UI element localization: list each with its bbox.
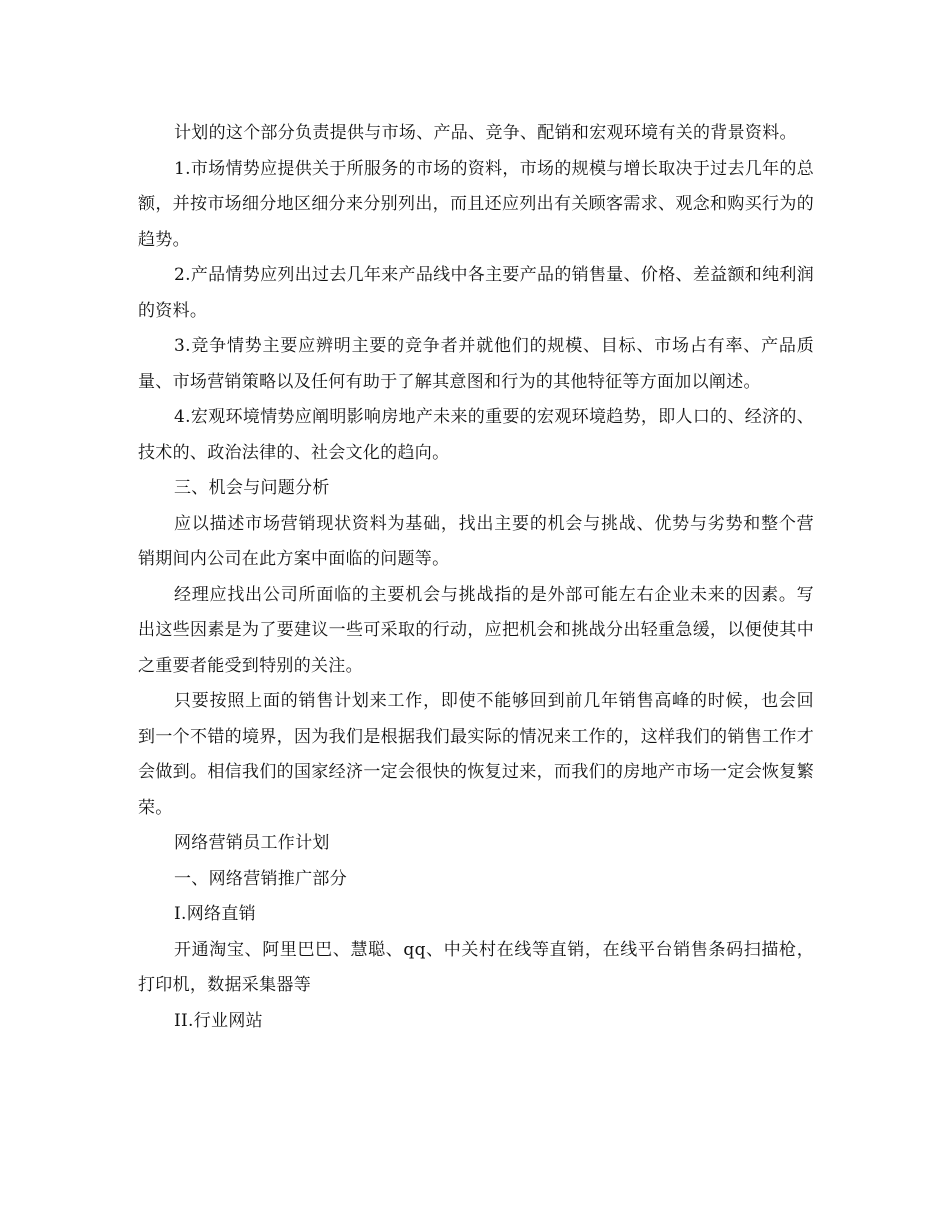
paragraph-product-situation: 2.产品情势应列出过去几年来产品线中各主要产品的销售量、价格、差益额和纯利润的资料。: [138, 265, 814, 321]
paragraph-background-intro: 计划的这个部分负责提供与市场、产品、竞争、配销和宏观环境有关的背景资料。: [174, 123, 797, 143]
paragraph-sales-plan-summary: 只要按照上面的销售计划来工作，即使不能够回到前几年销售高峰的时候，也会回到一个不错的境界，因为我们是根据我们最实际的情况来工作的，这样我们的销售工作才会做到。相信我们的国家经济一定会很快的恢复过来，而我们的房地产市场一定会恢复繁荣。: [138, 691, 814, 818]
section-heading-online-promotion: 一、网络营销推广部分: [174, 868, 347, 889]
document-body: [138, 116, 814, 1039]
paragraph-competition-situation: 3.竞争情势主要应辨明主要的竞争者并就他们的规模、目标、市场占有率、产品质量、市场营销策略以及任何有助于了解其意图和行为的其他特征等方面加以阐述。: [138, 336, 814, 392]
paragraph-manager-opportunities: 经理应找出公司所面临的主要机会与挑战指的是外部可能左右企业未来的因素。写出这些因素是为了要建议一些可采取的行动，应把机会和挑战分出轻重急缓，以便使其中之重要者能受到特别的关注。: [138, 584, 814, 676]
paragraph-direct-sales-platforms: 开通淘宝、阿里巴巴、慧聪、qq、中关村在线等直销，在线平台销售条码扫描枪，打印机，数据采集器等: [138, 939, 814, 995]
paragraph-market-situation: 1.市场情势应提供关于所服务的市场的资料，市场的规模与增长取决于过去几年的总额，并按市场细分地区细分来分别列出，而且还应列出有关顾客需求、观念和购买行为的趋势。: [138, 158, 814, 250]
heading-online-marketing-plan: 网络营销员工作计划: [174, 833, 330, 853]
paragraph-macro-environment: 4.宏观环境情势应阐明影响房地产未来的重要的宏观环境趋势，即人口的、经济的、技术的、政治法律的、社会文化的趋向。: [138, 407, 814, 463]
section-heading-opportunity-analysis: 三、机会与问题分析: [174, 478, 330, 498]
paragraph-analysis-basis: 应以描述市场营销现状资料为基础，找出主要的机会与挑战、优势与劣势和整个营销期间内公司在此方案中面临的问题等。: [138, 513, 814, 569]
subheading-online-direct-sales: I.网络直销: [174, 904, 256, 924]
subheading-industry-websites: II.行业网站: [174, 1010, 263, 1031]
